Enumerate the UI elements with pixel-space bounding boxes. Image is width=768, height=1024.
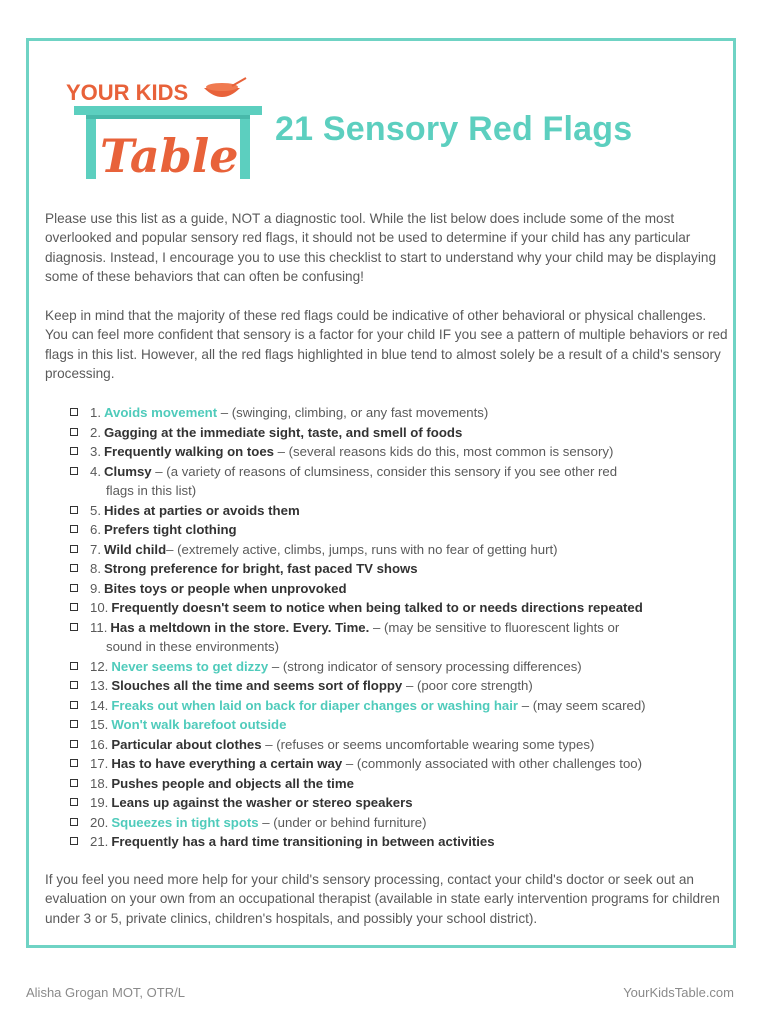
checkbox-icon[interactable] (70, 740, 78, 748)
checkbox-icon[interactable] (70, 798, 78, 806)
checkbox-icon[interactable] (70, 447, 78, 455)
item-description: – (extremely active, climbs, jumps, runs with no fear of getting hurt) (166, 541, 558, 557)
item-number: 19. (90, 795, 109, 810)
item-label: Wild child (104, 541, 167, 557)
item-number: 20. (90, 814, 109, 830)
item-number: 6. (90, 522, 101, 537)
item-label: Has to have everything a certain way (111, 756, 343, 771)
your-kids-table-logo (64, 76, 264, 186)
red-flag-checklist (70, 403, 735, 852)
checklist-item (70, 832, 735, 852)
item-number: 14. (90, 697, 109, 713)
footer-author: Alisha Grogan MOT, OTR/L (26, 985, 185, 1000)
checklist-item (70, 501, 735, 521)
item-description: – (refuses or seems uncomfortable wearing some types) (261, 736, 595, 752)
item-description: – (may be sensitive to fluorescent lights or (369, 619, 620, 635)
checkbox-icon[interactable] (70, 603, 78, 611)
item-description: – (a variety of reasons of clumsiness, consider this sensory if you see other red (151, 463, 618, 479)
item-number: 10. (90, 600, 109, 615)
item-description: – (strong indicator of sensory processing differences) (268, 658, 582, 674)
item-label: Bites toys or people when unprovoked (104, 580, 347, 596)
logo-line2: Table (100, 129, 239, 183)
checkbox-icon[interactable] (70, 584, 78, 592)
item-description: – (poor core strength) (402, 678, 533, 693)
item-description-continued: flags in this list) (106, 483, 197, 498)
checklist-item (70, 598, 735, 618)
checklist-item (70, 715, 735, 735)
item-description: – (swinging, climbing, or any fast movements) (217, 405, 489, 420)
item-number: 13. (90, 678, 109, 693)
checklist-item (70, 442, 735, 462)
item-number: 17. (90, 756, 109, 771)
intro-paragraph-2: Keep in mind that the majority of these red flags could be indicative of other behavioral or physical challenges. You can feel more confident that sensory is a factor for your child IF you see a pattern of multiple behaviors or red flags in this list. However, all the red flags highlighted in blue tend to almost solely be a result of a child's sensory processing. (45, 308, 728, 381)
item-number: 1. (90, 405, 101, 420)
item-label: Never seems to get dizzy (111, 658, 269, 674)
checkbox-icon[interactable] (70, 428, 78, 436)
checklist-item (70, 657, 735, 677)
item-label: Gagging at the immediate sight, taste, and smell of foods (104, 424, 463, 440)
item-number: 15. (90, 717, 109, 732)
checklist-item (70, 793, 735, 813)
table-leg-left (86, 119, 96, 179)
item-number: 7. (90, 541, 101, 557)
item-label: Won't walk barefoot outside (111, 717, 287, 732)
item-number: 12. (90, 658, 109, 674)
checklist-item (70, 579, 735, 599)
checkbox-icon[interactable] (70, 837, 78, 845)
checklist-item (70, 618, 735, 657)
item-number: 11. (90, 619, 108, 635)
item-number: 8. (90, 561, 101, 576)
checkbox-icon[interactable] (70, 564, 78, 572)
item-label: Clumsy (104, 463, 152, 479)
item-description: – (several reasons kids do this, most common is sensory) (274, 444, 614, 459)
checklist-item (70, 559, 735, 579)
intro-paragraph: Please use this list as a guide, NOT a diagnostic tool. While the list below does include some of the most overlooked and popular sensory red flags, it should not be used to determine if your child has any particular diagnosis. Instead, I encourage you to use this checklist to start to understand why your child may be displaying some of these behaviors that can often be confusing! (45, 211, 716, 284)
item-number: 18. (90, 775, 109, 791)
checkbox-icon[interactable] (70, 545, 78, 553)
item-description: – (under or behind furniture) (258, 814, 427, 830)
item-label: Hides at parties or avoids them (104, 502, 300, 518)
checklist-item (70, 676, 735, 696)
checklist-item (70, 774, 735, 794)
checklist-item (70, 403, 735, 423)
item-label: Leans up against the washer or stereo speakers (111, 795, 413, 810)
item-label: Pushes people and objects all the time (111, 775, 354, 791)
item-number: 9. (90, 580, 101, 596)
logo-line1: YOUR KIDS (66, 80, 189, 105)
checklist-item (70, 754, 735, 774)
item-number: 2. (90, 424, 101, 440)
checklist-item (70, 540, 735, 560)
checklist-item (70, 520, 735, 540)
item-label: Frequently has a hard time transitioning in between activities (111, 834, 495, 849)
item-number: 5. (90, 502, 101, 518)
item-number: 21. (90, 834, 109, 849)
page-title: 21 Sensory Red Flags (275, 110, 633, 148)
checkbox-icon[interactable] (70, 662, 78, 670)
table-leg-right (240, 119, 250, 179)
checkbox-icon[interactable] (70, 720, 78, 728)
item-label: Frequently walking on toes (104, 444, 274, 459)
checkbox-icon[interactable] (70, 779, 78, 787)
checkbox-icon[interactable] (70, 701, 78, 709)
table-top (74, 106, 262, 115)
checkbox-icon[interactable] (70, 408, 78, 416)
checklist-item (70, 423, 735, 443)
checkbox-icon[interactable] (70, 623, 78, 631)
checklist-item (70, 462, 735, 501)
outro-paragraph: If you feel you need more help for your child's sensory processing, contact your child's doctor or seek out an evaluation on your own from an occupational therapist (available in state early intervention programs for children under 3 or 5, private clinics, children's hospitals, and possibly your school district). (45, 872, 720, 926)
checklist-item (70, 813, 735, 833)
item-description-continued: sound in these environments) (106, 639, 280, 654)
checkbox-icon[interactable] (70, 467, 78, 475)
item-description: – (commonly associated with other challenges too) (342, 756, 643, 771)
item-label: Strong preference for bright, fast paced TV shows (104, 561, 418, 576)
item-description: – (may seem scared) (518, 697, 646, 713)
item-number: 3. (90, 444, 101, 459)
checklist-item (70, 735, 735, 755)
checkbox-icon[interactable] (70, 525, 78, 533)
checkbox-icon[interactable] (70, 681, 78, 689)
item-label: Particular about clothes (111, 736, 262, 752)
item-label: Prefers tight clothing (104, 522, 237, 537)
item-number: 4. (90, 463, 101, 479)
checkbox-icon[interactable] (70, 506, 78, 514)
checklist-item (70, 696, 735, 716)
item-number: 16. (90, 736, 109, 752)
item-label: Freaks out when laid on back for diaper changes or washing hair (111, 697, 519, 713)
item-label: Avoids movement (104, 405, 218, 420)
checkbox-icon[interactable] (70, 818, 78, 826)
item-label: Frequently doesn't seem to notice when being talked to or needs directions repeated (111, 600, 643, 615)
footer-site: YourKidsTable.com (623, 985, 734, 1000)
item-label: Has a meltdown in the store. Every. Time. (110, 619, 370, 635)
item-label: Squeezes in tight spots (111, 814, 259, 830)
item-label: Slouches all the time and seems sort of floppy (111, 678, 403, 693)
checkbox-icon[interactable] (70, 759, 78, 767)
